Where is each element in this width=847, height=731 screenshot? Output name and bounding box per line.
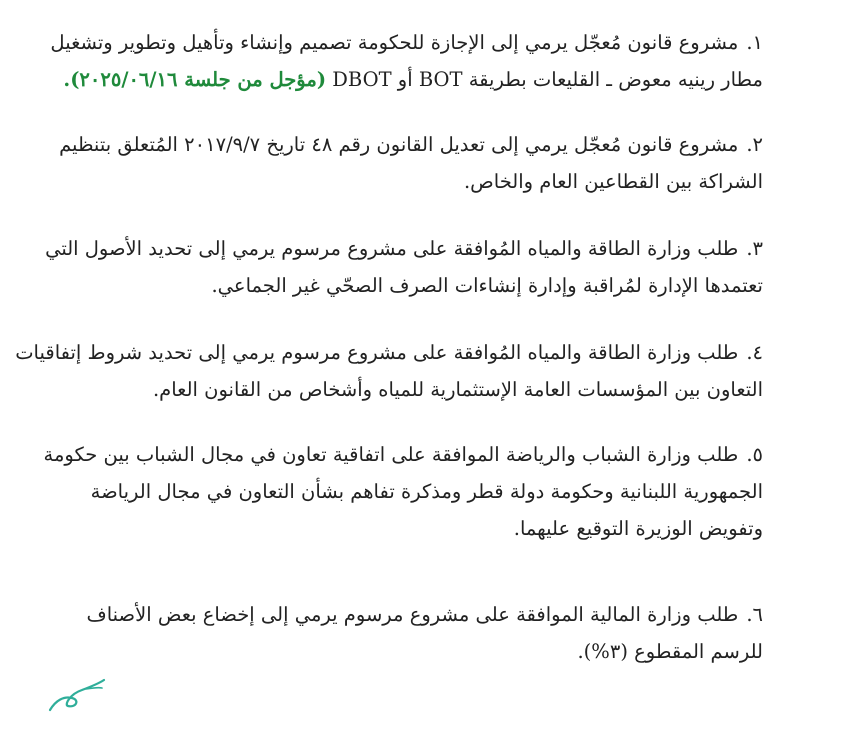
agenda-item-3-line-2 (103, 267, 763, 304)
agenda-item-1 (50, 24, 763, 98)
agenda-item-6-text-1: طلب وزارة المالية الموافقة على مشروع مرسوم يرمي إلى إخضاع بعض الأصناف (86, 603, 739, 626)
agenda-item-5-text-1: طلب وزارة الشباب والرياضة الموافقة على اتفاقية تعاون في مجال الشباب بين حكومة (43, 443, 739, 466)
agenda-item-5-line-2 (90, 473, 763, 510)
agenda-item-2-number: ٢. (746, 133, 763, 156)
agenda-item-2-line-1 (59, 126, 763, 163)
agenda-item-1-text-1: مشروع قانون مُعجّل يرمي إلى الإجازة للحكومة تصميم وإنشاء وتأهيل وتطوير وتشغيل (50, 31, 739, 54)
agenda-item-2 (59, 126, 763, 200)
agenda-item-4-line-2 (103, 371, 763, 408)
agenda-item-5-number: ٥. (746, 443, 763, 466)
agenda-item-5-line-3 (103, 510, 763, 547)
agenda-item-4-text-1: طلب وزارة الطاقة والمياه المُوافقة على مشروع مرسوم يرمي إلى تحديد شروط إتفاقيات (15, 341, 739, 364)
agenda-item-6 (86, 596, 763, 670)
agenda-item-5-line-1 (43, 436, 763, 473)
agenda-item-2-text-2: الشراكة بين القطاعين العام والخاص. (463, 170, 763, 193)
agenda-item-3-number: ٣. (746, 237, 763, 260)
agenda-item-5 (43, 436, 763, 547)
agenda-item-4-line-1 (15, 334, 763, 371)
agenda-item-4-number: ٤. (746, 341, 763, 364)
agenda-item-6-line-2 (103, 633, 763, 670)
agenda-item-2-text-1: مشروع قانون مُعجّل يرمي إلى تعديل القانون رقم ٤٨ تاريخ ٢٠١٧/٩/٧ المُتعلق بتنظيم (59, 133, 739, 156)
agenda-item-4 (15, 334, 763, 408)
agenda-item-1-text-2: مطار رينيه معوض ـ القليعات بطريقة BOT أو DBOT (332, 68, 763, 91)
agenda-item-1-postponed-note: (مؤجل من جلسة ٢٠٢٥/٠٦/١٦). (63, 68, 327, 91)
agenda-item-4-text-2: التعاون بين المؤسسات العامة الإستثمارية للمياه وأشخاص من القانون العام. (152, 378, 763, 401)
agenda-item-5-text-3: وتفويض الوزيرة التوقيع عليهما. (513, 517, 763, 540)
agenda-item-3-line-1 (45, 230, 763, 267)
agenda-item-6-text-2: للرسم المقطوع (٣%). (577, 640, 763, 663)
agenda-item-1-number: ١. (746, 31, 763, 54)
agenda-item-6-number: ٦. (746, 603, 763, 626)
agenda-item-3 (45, 230, 763, 304)
agenda-item-3-text-2: تعتمدها الإدارة لمُراقبة وإدارة إنشاءات الصرف الصحّي غير الجماعي. (211, 274, 763, 297)
agenda-item-1-line-1 (50, 24, 763, 61)
agenda-item-3-text-1: طلب وزارة الطاقة والمياه المُوافقة على مشروع مرسوم يرمي إلى تحديد الأصول التي (45, 237, 739, 260)
agenda-item-5-text-2: الجمهورية اللبنانية وحكومة دولة قطر ومذكرة تفاهم بشأن التعاون في مجال الرياضة (90, 480, 763, 503)
agenda-item-2-line-2 (103, 163, 763, 200)
handwritten-signature-mark-icon (46, 676, 110, 716)
agenda-item-1-line-2 (63, 61, 763, 98)
agenda-item-6-line-1 (86, 596, 763, 633)
